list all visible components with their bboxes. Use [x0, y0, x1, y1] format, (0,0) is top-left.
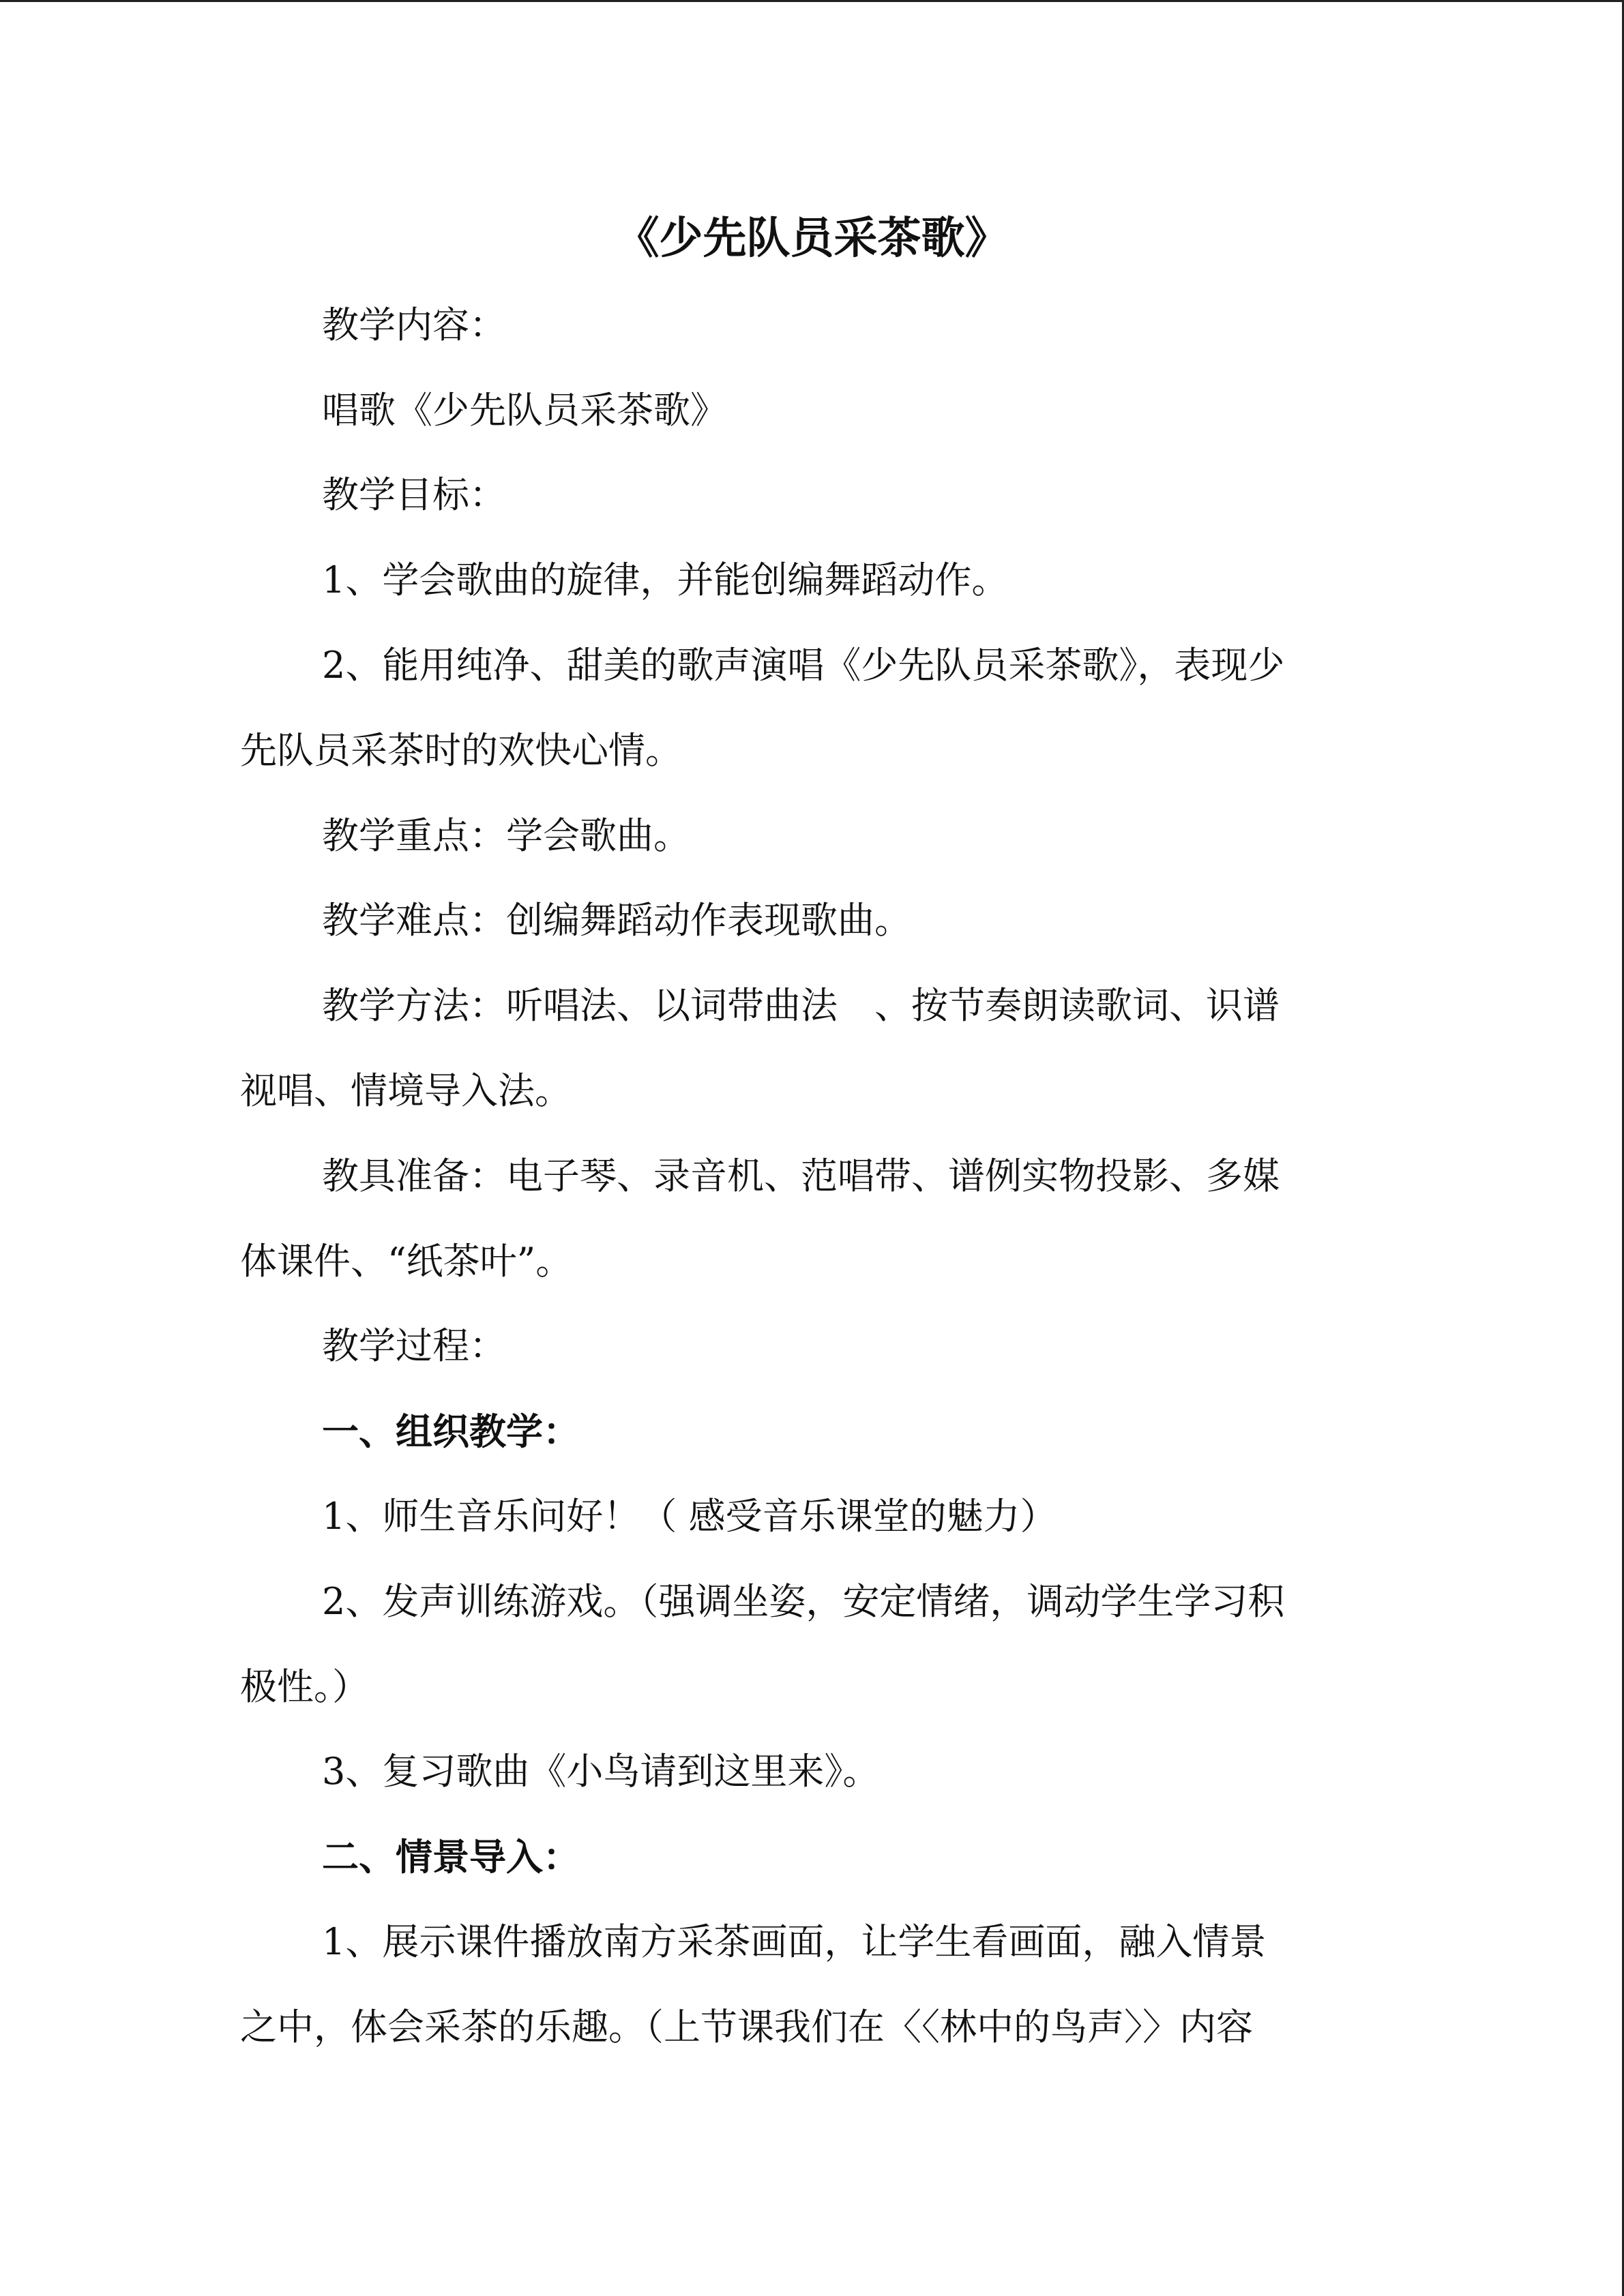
method-line-2: 视唱、情境导入法。: [240, 1069, 572, 1112]
goal-2-line-2: 先队员采茶时的欢快心情。: [240, 729, 682, 772]
step-1-2-line-1: 2、发声训练游戏。（强调坐姿，安定情绪，调动学生学习积: [322, 1580, 1285, 1623]
goal-1: 1、学会歌曲的旋律，并能创编舞蹈动作。: [322, 558, 1009, 601]
section-2-heading: 二、情景导入：: [322, 1835, 580, 1879]
document-title: 《少先队员采茶歌》: [615, 213, 1009, 264]
tools-line-1: 教具准备：电子琴、录音机、范唱带、谱例实物投影、多媒: [322, 1154, 1280, 1197]
tools-line-2: 体课件、“纸茶叶”。: [240, 1240, 573, 1283]
paragraph-song: 唱歌《少先队员采茶歌》: [322, 389, 727, 432]
difficulty: 教学难点：创编舞蹈动作表现歌曲。: [322, 899, 911, 942]
step-1-3: 3、复习歌曲《小鸟请到这里来》。: [322, 1750, 880, 1793]
heading-teaching-content: 教学内容：: [322, 303, 506, 346]
step-1-1: 1、师生音乐问好！（ 感受音乐课堂的魅力）: [322, 1495, 1057, 1538]
heading-teaching-goals: 教学目标：: [322, 473, 506, 516]
section-1-heading: 一、组织教学：: [322, 1410, 580, 1453]
step-2-1-line-1: 1、展示课件播放南方采茶画面，让学生看画面，融入情景: [322, 1920, 1267, 1963]
key-point: 教学重点：学会歌曲。: [322, 814, 690, 857]
heading-process: 教学过程：: [322, 1324, 506, 1367]
method-line-1: 教学方法：听唱法、以词带曲法 、按节奏朗读歌词、识谱: [322, 984, 1280, 1027]
page-top-border: [0, 0, 1624, 2]
goal-2-line-1: 2、能用纯净、甜美的歌声演唱《少先队员采茶歌》，表现少: [322, 644, 1285, 687]
step-1-2-line-2: 极性。）: [240, 1665, 369, 1708]
step-2-1-line-2: 之中，体会采茶的乐趣。（上节课我们在〈〈林中的鸟声〉〉内容: [240, 2006, 1253, 2048]
